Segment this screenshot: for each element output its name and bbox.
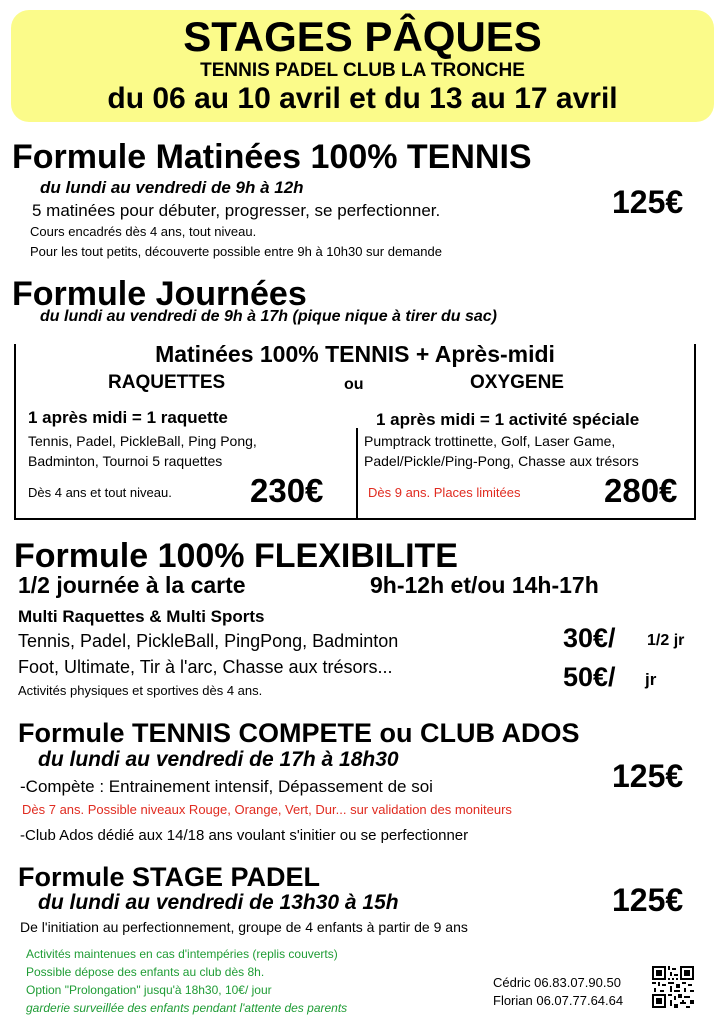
matinees-schedule: du lundi au vendredi de 9h à 12h xyxy=(40,178,304,197)
footer-line1: Activités maintenues en cas d'intempéries (replis couverts) xyxy=(26,947,338,961)
raquettes-note: Dès 4 ans et tout niveau. xyxy=(28,485,172,500)
flex-hours: 9h-12h et/ou 14h-17h xyxy=(370,572,599,598)
compete-title: Formule TENNIS COMPETE ou CLUB ADOS xyxy=(18,718,580,748)
oxygene-note: Dès 9 ans. Places limitées xyxy=(368,485,521,500)
raquettes-line1: Tennis, Padel, PickleBall, Ping Pong, xyxy=(28,433,257,449)
matinees-line1: 5 matinées pour débuter, progresser, se perfectionner. xyxy=(32,201,441,220)
compete-schedule: du lundi au vendredi de 17h à 18h30 xyxy=(38,748,399,771)
flex-line1: Tennis, Padel, PickleBall, PingPong, Badminton xyxy=(18,631,399,651)
compete-price: 125€ xyxy=(612,758,684,794)
flex-price-day: 50€/ xyxy=(563,662,616,692)
option-raquettes: RAQUETTES xyxy=(108,372,226,393)
padel-title: Formule STAGE PADEL xyxy=(18,862,321,892)
padel-price: 125€ xyxy=(612,882,684,918)
matinees-title: Formule Matinées 100% TENNIS xyxy=(12,138,532,176)
footer-line3: Option "Prolongation" jusqu'à 18h30, 10€/ jour xyxy=(26,983,272,997)
padel-line1: De l'initiation au perfectionnement, groupe de 4 enfants à partir de 9 ans xyxy=(20,919,468,935)
flex-unit-day: jr xyxy=(645,670,657,689)
contact-florian: Florian 06.07.77.64.64 xyxy=(493,993,624,1008)
raquettes-line2: Badminton, Tournoi 5 raquettes xyxy=(28,453,223,469)
flex-price-half: 30€/ xyxy=(563,623,616,653)
raquettes-price: 230€ xyxy=(250,472,324,509)
matinees-price: 125€ xyxy=(612,184,684,220)
footer-line2: Possible dépose des enfants au club dès 8h. xyxy=(26,965,265,979)
oxygene-line1: Pumptrack trottinette, Golf, Laser Game, xyxy=(364,433,616,449)
flex-subtitle: 1/2 journée à la carte xyxy=(18,572,246,598)
journees-box-left-border xyxy=(14,344,16,520)
journees-box-right-border xyxy=(694,344,696,520)
page-title: STAGES PÂQUES xyxy=(183,13,542,60)
compete-line1: -Compète : Entrainement intensif, Dépassement de soi xyxy=(20,777,433,796)
footer-line4: garderie surveillée des enfants pendant l'attente des parents xyxy=(26,1001,348,1015)
qr-code-icon[interactable] xyxy=(652,966,694,1008)
journees-schedule: du lundi au vendredi de 9h à 17h (pique nique à tirer du sac) xyxy=(40,308,497,325)
compete-line2: Dès 7 ans. Possible niveaux Rouge, Orange, Vert, Dur... sur validation des moniteurs xyxy=(22,802,512,817)
flex-line3: Activités physiques et sportives dès 4 ans. xyxy=(18,683,263,698)
flex-multi: Multi Raquettes & Multi Sports xyxy=(18,607,265,626)
journees-box-bottom-border xyxy=(14,518,696,520)
compete-line3: -Club Ados dédié aux 14/18 ans voulant s'initier ou se perfectionner xyxy=(20,827,469,844)
club-name: TENNIS PADEL CLUB LA TRONCHE xyxy=(200,60,525,81)
matinees-line3: Pour les tout petits, découverte possible entre 9h à 10h30 sur demande xyxy=(30,244,442,259)
oxygene-heading: 1 après midi = 1 activité spéciale xyxy=(376,410,640,429)
raquettes-heading: 1 après midi = 1 raquette xyxy=(28,408,228,427)
oxygene-price: 280€ xyxy=(604,472,678,509)
stage-dates: du 06 au 10 avril et du 13 au 17 avril xyxy=(107,82,618,115)
matinees-line2: Cours encadrés dès 4 ans, tout niveau. xyxy=(30,224,257,239)
journees-title: Formule Journées xyxy=(12,275,307,313)
flex-unit-half: 1/2 jr xyxy=(647,632,685,649)
journees-box-divider xyxy=(356,428,358,520)
journees-box-title: Matinées 100% TENNIS + Après-midi xyxy=(155,341,555,367)
contact-cedric: Cédric 06.83.07.90.50 xyxy=(493,975,621,990)
flex-title: Formule 100% FLEXIBILITE xyxy=(14,537,458,575)
flex-line2: Foot, Ultimate, Tir à l'arc, Chasse aux trésors... xyxy=(18,657,393,677)
oxygene-line2: Padel/Pickle/Ping-Pong, Chasse aux trésors xyxy=(364,453,639,469)
option-or: ou xyxy=(344,376,364,393)
padel-schedule: du lundi au vendredi de 13h30 à 15h xyxy=(38,891,399,914)
option-oxygene: OXYGENE xyxy=(470,372,564,393)
